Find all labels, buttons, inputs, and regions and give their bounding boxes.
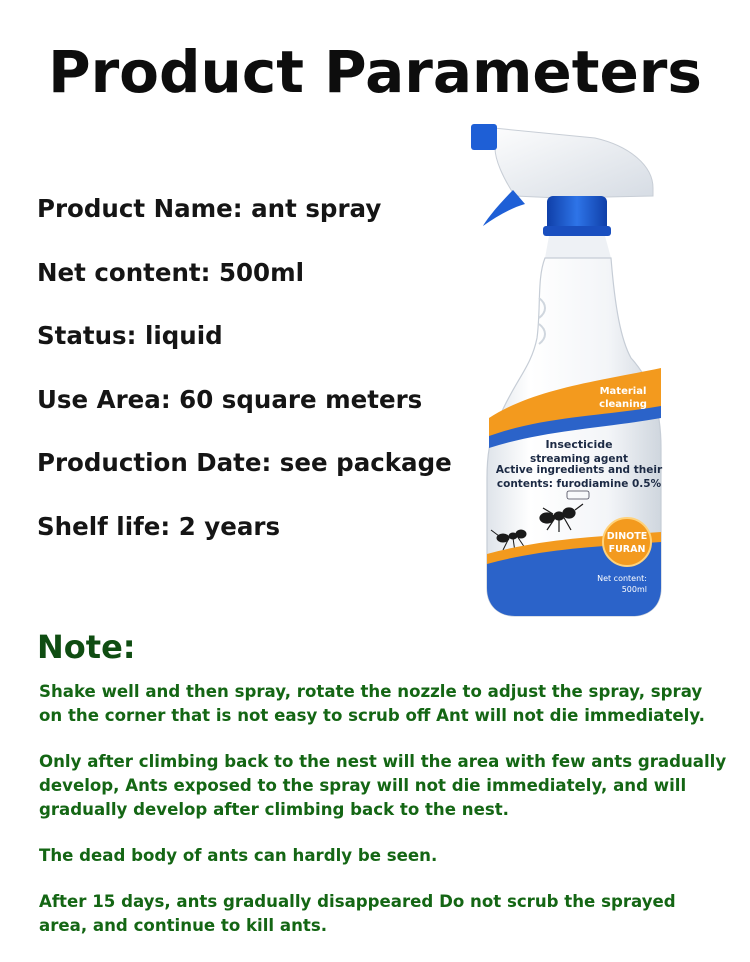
net-line2: 500ml <box>621 585 647 594</box>
param-status: Status: liquid <box>37 321 223 350</box>
label-line1: Insecticide <box>545 438 613 451</box>
label-line3: Active ingredients and their <box>495 464 663 476</box>
sticker-line1: DINOTE <box>606 531 648 542</box>
parameter-list <box>37 190 477 571</box>
param-net-content: Net content: 500ml <box>37 257 305 287</box>
param-shelf-life: Shelf life: 2 years <box>37 511 281 541</box>
net-line1: Net content: <box>597 574 647 583</box>
note-paragraph-4: After 15 days, ants gradually disappeared Do not scrub the sprayed area, and continue to kill ants. <box>39 892 676 935</box>
param-use-area: Use Area: 60 square meters <box>37 384 423 414</box>
note-paragraph-2: Only after climbing back to the nest will the area with few ants gradually develop, Ants exposed to the spray will not die immediately, and will gradually develop after climbing back to the nest. <box>39 752 727 819</box>
note-paragraph-1: Shake well and then spray, rotate the nozzle to adjust the spray, spray on the corner that is not easy to scrub off Ant will not die immediately. <box>39 682 705 725</box>
nozzle-icon <box>471 124 497 150</box>
label-line4: contents: furodiamine 0.5% <box>496 478 662 490</box>
dinotefuran-sticker <box>603 518 651 566</box>
badge-line2: cleaning <box>599 399 647 410</box>
param-production-date: Production Date: see package <box>37 448 452 477</box>
product-bottle-image <box>455 118 675 628</box>
note-paragraph-3: The dead body of ants can hardly be seen. <box>39 846 438 865</box>
label-line2: streaming agent <box>529 453 629 465</box>
sticker-line2: FURAN <box>608 544 646 555</box>
note-list <box>39 680 729 960</box>
page-title: Product Parameters <box>48 38 702 106</box>
note-title: Note: <box>37 628 136 666</box>
badge-line1: Material <box>599 386 647 397</box>
param-product-name: Product Name: ant spray <box>37 194 382 223</box>
spray-bottle-icon <box>455 118 675 628</box>
